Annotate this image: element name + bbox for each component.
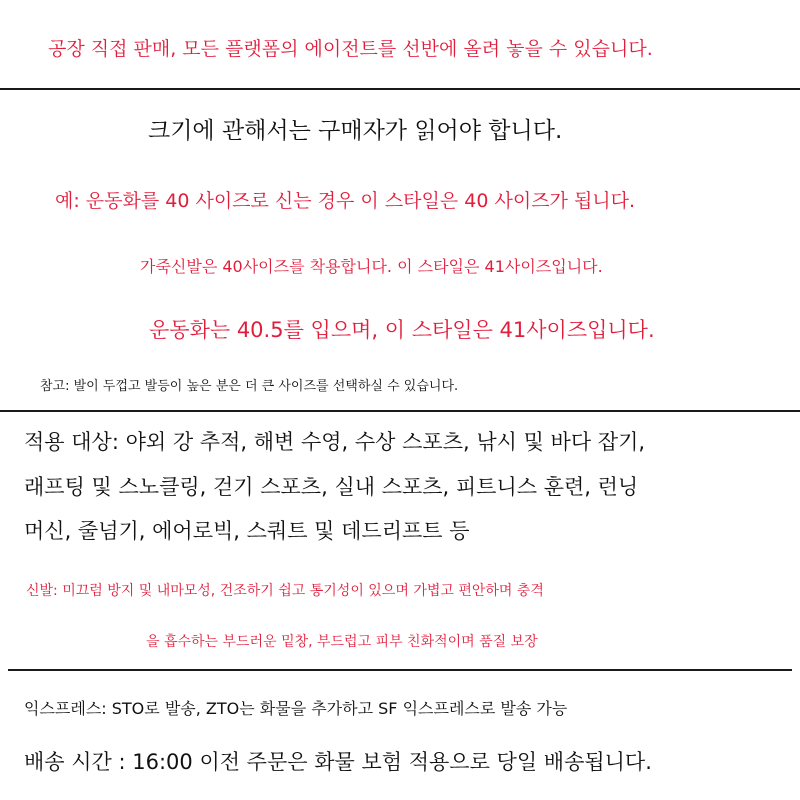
size-example-sneakers: 예: 운동화를 40 사이즈로 신는 경우 이 스타일은 40 사이즈가 됩니다.	[55, 190, 636, 212]
size-example-leather: 가죽신발은 40사이즈를 착용합니다. 이 스타일은 41사이즈입니다.	[140, 257, 603, 276]
divider-middle	[0, 410, 800, 412]
divider-bottom	[8, 669, 792, 671]
factory-notice: 공장 직접 판매, 모든 플랫폼의 에이전트를 선반에 올려 놓을 수 있습니다.	[48, 38, 653, 60]
usage-line-2: 래프팅 및 스노클링, 걷기 스포츠, 실내 스포츠, 피트니스 훈련, 런닝	[24, 475, 639, 499]
sole-line-2: 을 흡수하는 부드러운 밑창, 부드럽고 피부 친화적이며 품질 보장	[146, 634, 538, 650]
size-example-half: 운동화는 40.5를 입으며, 이 스타일은 41사이즈입니다.	[149, 318, 655, 342]
shipping-express: 익스프레스: STO로 발송, ZTO는 화물을 추가하고 SF 익스프레스로 발송 가능	[24, 699, 568, 718]
size-guide-heading: 크기에 관해서는 구매자가 읽어야 합니다.	[148, 118, 563, 144]
sole-line-1: 신발: 미끄럼 방지 및 내마모성, 건조하기 쉽고 통기성이 있으며 가볍고 편안하며 충격	[26, 583, 544, 599]
usage-line-1: 적용 대상: 야외 강 추적, 해변 수영, 수상 스포츠, 낚시 및 바다 잡기,	[24, 430, 646, 454]
shipping-time: 배송 시간 : 16:00 이전 주문은 화물 보험 적용으로 당일 배송됩니다.	[24, 750, 652, 774]
divider-top	[0, 88, 800, 90]
usage-line-3: 머신, 줄넘기, 에어로빅, 스쿼트 및 데드리프트 등	[24, 519, 470, 543]
size-note: 참고: 발이 두껍고 발등이 높은 분은 더 큰 사이즈를 선택하실 수 있습니다.	[40, 379, 459, 394]
